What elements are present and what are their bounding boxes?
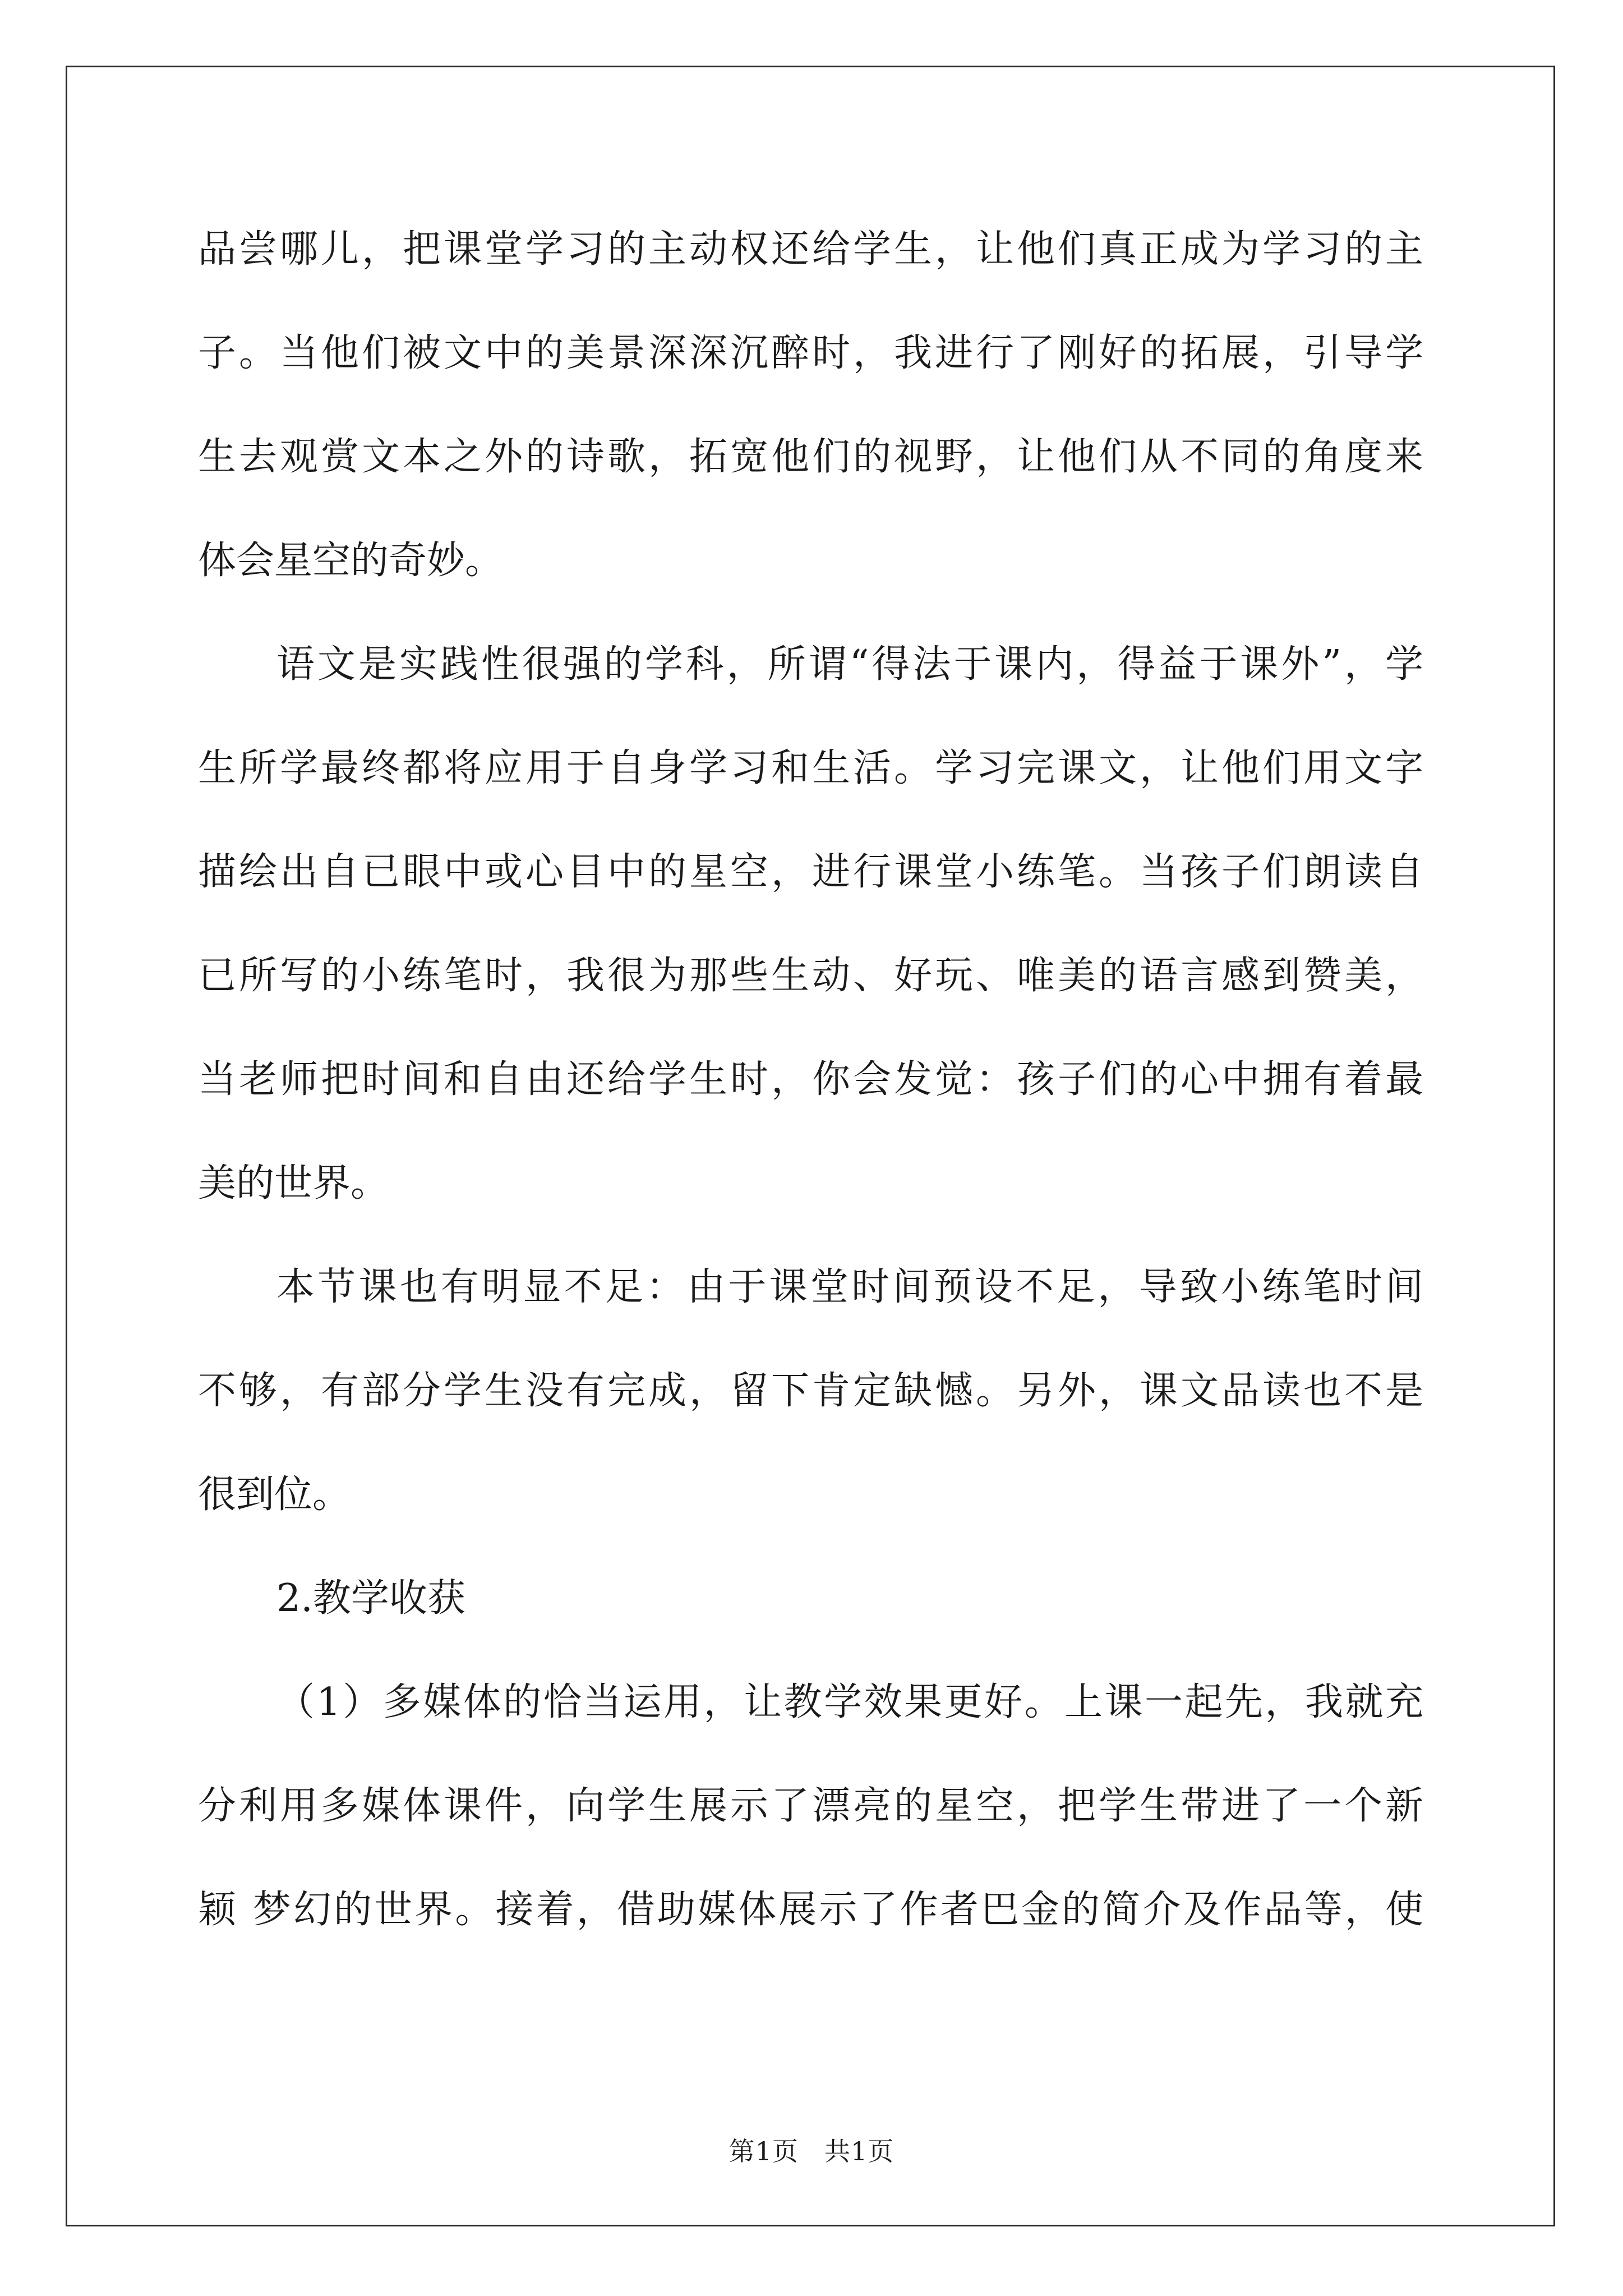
text-line: 子。当他们被文中的美景深深沉醉时，我进行了刚好的拓展，引导学 [198,331,1423,375]
page-total: 共1页 [824,2136,895,2166]
text-line: 体会星空的奇妙。 [198,539,504,583]
text-line: 已所写的小练笔时，我很为那些生动、好玩、唯美的语言感到赞美， [198,954,1423,998]
text-line: （1）多媒体的恰当运用，让教学效果更好。上课一起先，我就充 [276,1680,1423,1724]
section-heading: 2.教学收获 [276,1576,465,1621]
page-footer [0,2134,1623,2168]
text-line: 本节课也有明显不足：由于课堂时间预设不足，导致小练笔时间 [276,1265,1423,1309]
text-line: 品尝哪儿，把课堂学习的主动权还给学生，让他们真正成为学习的主 [198,227,1423,272]
text-line: 不够，有部分学生没有完成，留下肯定缺憾。另外，课文品读也不是 [198,1369,1423,1413]
text-line: 描绘出自已眼中或心目中的星空，进行课堂小练笔。当孩子们朗读自 [198,850,1423,894]
text-line: 语文是实践性很强的学科，所谓“得法于课内，得益于课外”，学 [276,642,1423,687]
page-number: 第1页 [728,2136,799,2166]
document-body [198,219,1423,1983]
text-line: 生去观赏文本之外的诗歌，拓宽他们的视野，让他们从不同的角度来 [198,435,1423,479]
text-line: 当老师把时间和自由还给学生时，你会发觉：孩子们的心中拥有着最 [198,1057,1423,1102]
text-line: 很到位。 [198,1473,351,1517]
text-line: 美的世界。 [198,1161,389,1205]
text-line: 生所学最终都将应用于自身学习和生活。学习完课文，让他们用文字 [198,746,1423,790]
text-line: 分利用多媒体课件，向学生展示了漂亮的星空，把学生带进了一个新 [198,1784,1423,1828]
text-line: 颖 梦幻的世界。接着，借助媒体展示了作者巴金的简介及作品等，使 [198,1888,1423,1932]
